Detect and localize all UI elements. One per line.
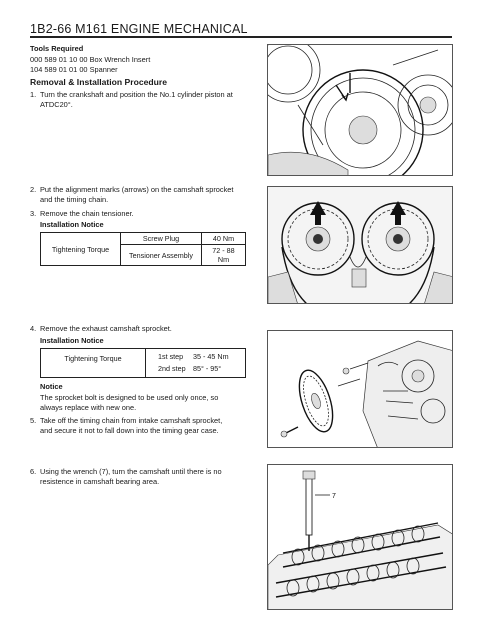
torque-table-2 [40,348,246,378]
step-2-line-1: Put the alignment marks (arrows) on the camshaft sprocket [40,185,234,194]
exhaust-sprocket-illustration [268,331,453,448]
figure-camshaft-sprockets [267,186,453,304]
step-5-number: 5. [30,416,37,425]
torque-table-1-row-2-value: 72 - 88 Nm [202,245,246,266]
tool-item-1: 000 589 01 10 00 Box Wrench Insert [30,55,151,64]
torque-table-2-row-1-item: 1st step [158,352,184,361]
page-header: 1B2-66 M161 ENGINE MECHANICAL [30,22,248,36]
installation-notice-1-heading: Installation Notice [40,220,104,229]
step-3-number: 3. [30,209,37,218]
torque-table-1 [40,232,246,266]
header-rule [30,36,452,38]
torque-table-1-row-1-value: 40 Nm [202,233,246,245]
step-6 [30,467,255,489]
figure-crankshaft-pulley [267,44,453,176]
wrench-callout-label: 7 [332,493,336,500]
notice-line-2: always replace with new one. [40,403,137,412]
torque-table-1-label: Tightening Torque [41,233,121,266]
step-2 [30,185,255,207]
step-5-line-1: Take off the timing chain from intake camshaft sprocket, [40,416,223,425]
notice-line-1: The sprocket bolt is designed to be used only once, so [40,393,219,402]
torque-table-2-row-2-item: 2nd step [158,364,186,373]
step-6-number: 6. [30,467,37,476]
torque-table-1-row-2-item: Tensioner Assembly [121,245,202,266]
step-4-line-1: Remove the exhaust camshaft sprocket. [40,324,172,333]
step-4-number: 4. [30,324,37,333]
procedure-heading: Removal & Installation Procedure [30,77,168,87]
torque-table-2-row-1-value: 35 - 45 Nm [193,352,229,361]
camshaft-sprockets-illustration [268,187,453,304]
torque-table-1-row-1-item: Screw Plug [121,233,202,245]
torque-table-2-label: Tightening Torque [41,349,146,377]
step-4 [30,324,255,336]
crankshaft-pulley-illustration [268,45,453,176]
step-6-line-2: resistence in camshaft bearing area. [40,476,160,486]
tools-heading: Tools Required [30,44,84,53]
tool-item-2: 104 589 01 01 00 Spanner [30,65,118,74]
figure-exhaust-sprocket [267,330,453,448]
figure-camshaft-wrench [267,464,453,610]
step-2-number: 2. [30,185,37,194]
step-1-line-1: Turn the crankshaft and position the No.1 cylinder piston at [40,90,233,99]
step-1-number: 1. [30,90,37,99]
step-6-line-1: Using the wrench (7), turn the camshaft until there is no [40,467,222,476]
notice-heading: Notice [40,382,63,391]
step-2-line-2: and the timing chain. [40,194,109,204]
torque-table-2-row-2-value: 85° - 95° [193,364,222,373]
step-1-line-2: ATDC20°. [40,99,73,109]
step-5-line-2: and secure it not to fall down into the timing gear case. [40,425,219,435]
camshaft-wrench-illustration [268,465,453,610]
installation-notice-2-heading: Installation Notice [40,336,104,345]
step-1 [30,90,255,112]
step-5 [30,416,255,438]
step-3-line-1: Remove the chain tensioner. [40,209,134,218]
